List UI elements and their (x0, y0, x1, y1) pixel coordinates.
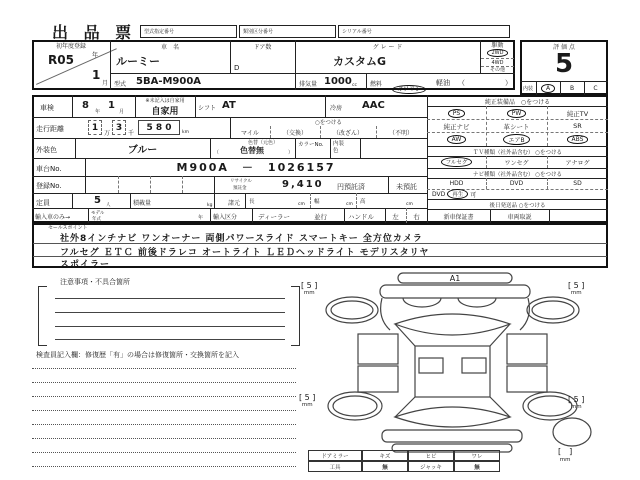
divider (88, 208, 89, 223)
equipment-abs-circled: ABS (567, 135, 589, 144)
tv-type-header: ＴＶ種類（社外品含む） ○をつける (472, 149, 563, 156)
dimension-height-label: 高 (360, 199, 366, 205)
notes-line (55, 326, 285, 327)
divider (549, 209, 550, 223)
mileage-digit-1: 1 (88, 120, 102, 135)
import-dealer-option: ディーラー (258, 213, 290, 221)
sales-points-line1: 社外8インチナビ ワンオーナー 両側パワースライド スマートキー 全方位カメラ (60, 234, 423, 244)
tread-spare-unit: mm (559, 457, 571, 463)
tread-rear-left-unit: mm (301, 402, 313, 408)
model-label: 型式 (114, 81, 127, 88)
classification-label: 類別区分番号 (243, 29, 274, 35)
first-reg-month: 1 (92, 68, 101, 82)
inspector-entry-line (32, 368, 296, 369)
model-year-label-line1: モデル (91, 211, 105, 216)
dvd-playable-prefix: DVD (432, 190, 446, 198)
equipment-ps (427, 107, 486, 119)
shaken-month: 1 (108, 100, 115, 111)
divider (33, 243, 607, 244)
dimensions-label: 諸元 (228, 200, 241, 207)
fuel-gasoline-circled: ガソリン (392, 85, 426, 94)
divider (295, 138, 296, 158)
divider (252, 208, 253, 223)
navi-type-sd: SD (573, 180, 582, 187)
inspector-entry-line (32, 466, 296, 467)
divider (210, 208, 211, 223)
mileage-option-exchange: （交換） (282, 129, 307, 137)
tv-type-fullseg-circled: フルセグ (441, 157, 473, 167)
interior-grade-label: 内装 (522, 85, 533, 92)
color-change-label: 色替（元色） (248, 140, 279, 146)
dvd-playable-row (432, 189, 602, 199)
tread-rear-left-value: [ 5 ] (299, 393, 316, 402)
mileage-option-tampered: （改ざん） (332, 129, 363, 137)
divider (72, 95, 73, 117)
displacement-unit: cc (352, 83, 357, 88)
drive-option-4wd: 4WD (491, 59, 504, 66)
car-wheel-front-right-inner (532, 301, 574, 319)
divider (130, 193, 131, 208)
divider (85, 176, 86, 193)
sales-points-label: セールスポイント (48, 225, 88, 231)
history-value: 自家用 (151, 106, 179, 117)
import-division-label: 輸入区分 (213, 214, 238, 221)
jack-value: 無 (454, 461, 500, 472)
car-front-code: A1 (449, 274, 461, 283)
first-reg-month-unit: 月 (102, 80, 109, 87)
tread-rear-right-value: [ 5 ] (568, 395, 585, 404)
equipment-aw (427, 133, 486, 146)
history-note: ※未記入は自家用 (145, 98, 185, 104)
tv-type-oneseg: ワンセグ (504, 159, 529, 167)
car-hood-arc-left (403, 298, 441, 307)
divider (325, 95, 326, 117)
divider (32, 208, 427, 209)
divider (32, 176, 427, 177)
tread-rear-right (568, 395, 584, 410)
recycle-deposit-value: 9,410 (282, 179, 324, 190)
shaken-year: 8 (82, 100, 89, 111)
car-name-label: 車 名 (160, 43, 179, 51)
mileage-label: 走行距離 (36, 125, 64, 133)
mileage-circle-note: ○をつける (315, 120, 342, 126)
divider (214, 176, 215, 193)
handle-label: ハンドル (348, 213, 374, 221)
drive-option-other: その他 (489, 67, 505, 73)
interior-color-label: 内装色 (333, 141, 345, 154)
drive-option-2wd (480, 48, 515, 57)
interior-grade-a-circled: A (541, 84, 555, 93)
tread-front-right (568, 281, 584, 296)
divider (366, 73, 367, 90)
divider (195, 95, 196, 117)
car-door-left-front (358, 334, 398, 364)
load-label: 積載量 (133, 200, 152, 207)
shaken-label: 車検 (40, 104, 54, 112)
car-rear-bumper (382, 430, 522, 442)
equipment-genuine-navi: 純正ナビ (443, 122, 470, 131)
car-pillar-lines (395, 324, 510, 417)
interior-grade-c: C (593, 84, 598, 92)
door-mirror-label: ドアミラー (308, 450, 362, 461)
interior-grade-a (536, 82, 560, 94)
tv-type-analog: アナログ (565, 159, 590, 167)
equipment-pw (486, 107, 547, 119)
later-shipment-header: 後日発送品 ○をつける (489, 202, 546, 209)
color-change-paren-close: ） (288, 150, 294, 156)
fuel-gasoline-option (392, 76, 426, 95)
model-value: 5BA-M900A (136, 76, 202, 87)
equipment-header: 純正装備品 ○をつける (484, 98, 551, 106)
car-name-value: ルーミー (116, 55, 160, 68)
interior-grade-b: B (569, 84, 575, 92)
drive-label: 駆動 (491, 42, 504, 49)
first-reg-label: 初年度登録 (55, 42, 86, 50)
car-door-left-rear (358, 366, 398, 392)
car-seat-left (419, 358, 443, 373)
notes-label: 注意事項・不具合箇所 (60, 278, 130, 286)
classification-box (239, 25, 336, 38)
divider (214, 193, 215, 208)
capacity-label: 定員 (36, 199, 50, 207)
car-top-view-diagram (300, 272, 600, 457)
inspector-entry-line (32, 438, 296, 439)
inspector-entry-line (32, 410, 296, 411)
divider (356, 193, 357, 208)
door-mirror-break: ワレ (454, 450, 500, 461)
grade-value: カスタムG (333, 55, 387, 68)
divider (72, 193, 73, 208)
shift-label: シフト (198, 105, 217, 112)
divider (245, 193, 246, 208)
shaken-year-unit: 年 (95, 109, 101, 115)
fuel-paren-close: ） (505, 79, 512, 87)
divider (310, 193, 311, 208)
import-parallel-option: 並行 (314, 213, 327, 221)
import-only-label: 輸入車のみ→ (35, 214, 71, 221)
divider (118, 176, 119, 193)
sales-points-line3: スポイラー (60, 260, 111, 270)
model-year-unit: 年 (198, 215, 204, 221)
mirror-tools-table (308, 450, 500, 472)
equipment-genuine-tv: 純正TV (566, 109, 589, 118)
car-roof-panel (415, 346, 490, 397)
tread-front-right-unit: mm (570, 290, 582, 296)
navi-type-hdd: HDD (449, 180, 464, 187)
color-change-value: 色替無 (240, 146, 264, 155)
shaken-month-unit: 月 (119, 109, 125, 115)
inspector-entry-line (32, 382, 296, 383)
first-reg-year-unit: 年 (92, 52, 99, 59)
inspector-entry-line (32, 396, 296, 397)
load-unit: kg (207, 203, 213, 208)
tread-rear-left (299, 393, 315, 408)
dimension-height-unit: cm (406, 202, 413, 207)
exterior-color-value: ブルー (127, 144, 158, 156)
divider (110, 73, 515, 74)
tread-front-left (301, 281, 317, 296)
model-year-label-line2: 年式 (92, 217, 101, 222)
score-label: 評 価 点 (553, 43, 575, 51)
navi-type-header: ナビ種類（社外品含む） ○をつける (472, 171, 563, 178)
mileage-unit-sen: 千 (128, 130, 135, 137)
fuel-label: 燃料 (370, 81, 383, 88)
divider (210, 138, 211, 158)
car-door-right-rear (507, 366, 547, 392)
tread-front-left-value: [ 5 ] (301, 281, 318, 290)
shipment-warranty-book: 新車保証書 (443, 213, 474, 221)
equipment-leather-seat: 革シート (503, 122, 530, 131)
door-mirror-crack: ヒビ (408, 450, 454, 461)
mileage-digits-345: 5 8 0 (138, 120, 180, 135)
divider (32, 193, 427, 194)
score-value: 5 (554, 49, 574, 79)
dimension-width-unit: cm (346, 202, 353, 207)
mileage-digit-2: 3 (112, 120, 126, 135)
inspector-entry-line (32, 424, 296, 425)
jack-label: ジャッキ (408, 461, 454, 472)
ac-value: AAC (362, 100, 385, 111)
sheet-title: 出 品 票 (52, 23, 137, 42)
tread-spare (558, 446, 572, 463)
car-wheel-rear-right-inner (528, 396, 572, 416)
tread-spare-value: [ ] (558, 447, 573, 456)
equipment-airbag (486, 133, 547, 146)
spare-tire (553, 418, 591, 446)
equipment-airbag-circled: エアB (503, 134, 529, 145)
divider (32, 138, 427, 139)
ac-label: 冷房 (330, 105, 343, 112)
tools-label: 工具 (308, 461, 362, 472)
fuel-diesel-option: 軽油 (436, 79, 450, 87)
recycle-not-deposited-option: 未預託 (396, 183, 417, 191)
model-designation-box (140, 25, 237, 38)
divider (360, 138, 361, 158)
door-mirror-scratch: キズ (362, 450, 408, 461)
notes-bracket-right (291, 286, 300, 346)
mileage-unit-man: 万 (104, 130, 111, 137)
handle-right-option: 右 (413, 212, 420, 221)
dimension-length-unit: cm (298, 202, 305, 207)
divider (344, 208, 345, 223)
tools-value: 無 (362, 461, 408, 472)
car-fender-front-left (381, 298, 390, 330)
registration-no-label: 登録No. (36, 182, 62, 190)
first-reg-year: R05 (48, 53, 74, 67)
car-front-bumper (380, 285, 530, 298)
handle-left-option: 左 (392, 212, 399, 221)
capacity-value: 5 (94, 195, 101, 206)
car-wheel-rear-left-inner (333, 396, 377, 416)
navi-type-dvd: DVD (509, 180, 524, 187)
tread-front-right-value: [ 5 ] (568, 281, 585, 290)
equipment-pw-circled: PW (507, 109, 527, 118)
car-windshield (395, 314, 510, 335)
shipment-vehicle-manual: 車両取説 (507, 213, 532, 221)
car-door-right-front (507, 334, 547, 364)
mileage-unit: km (182, 130, 189, 135)
displacement-label: 排気量 (299, 81, 318, 88)
car-wheel-front-left-inner (331, 301, 373, 319)
car-hood-arc-right (458, 298, 496, 307)
notes-line (55, 298, 285, 299)
recycle-deposited-option: 円預託済 (337, 183, 365, 191)
equipment-aw-circled: AW (447, 135, 467, 144)
inspector-entry-label: 検査員記入欄：修復歴「有」の場合は修復箇所・交換箇所を記入 (36, 351, 239, 359)
recycle-deposit-label-line2: 預託金 (233, 186, 247, 191)
equipment-ps-circled: PS (448, 109, 465, 118)
dvd-playable-circled: 再生 (447, 189, 468, 199)
notes-bracket-left (38, 286, 47, 346)
tread-front-left-unit: mm (303, 290, 315, 296)
color-change-paren-open: （ (214, 150, 220, 156)
fuel-paren-open: （ (458, 79, 465, 87)
car-seat-right (462, 358, 486, 373)
dimension-width-label: 幅 (314, 199, 320, 205)
capacity-unit: 人 (106, 203, 111, 208)
divider (150, 176, 151, 193)
serial-box (338, 25, 510, 38)
mileage-option-unknown: （不明） (388, 129, 413, 137)
color-no-label: カラーNo. (298, 142, 324, 148)
equipment-sunroof: SR (573, 122, 582, 130)
tv-type-fullseg (427, 156, 486, 168)
shift-value: AT (222, 100, 236, 111)
mileage-mile-option: マイル (241, 129, 259, 137)
car-rear-window (395, 407, 510, 427)
dvd-playable-suffix: 可 (470, 191, 477, 199)
grade-label: グ レ ー ド (372, 43, 403, 51)
divider (388, 176, 389, 193)
doors-unit: D (234, 64, 240, 72)
sales-points-line2: フルセグ ＥＴＣ 前後ドラレコ オートライト ＬＥＤヘッドライト モデリスタリヤ (60, 248, 430, 258)
serial-label: シリアル番号 (342, 29, 372, 35)
displacement-value: 1000 (324, 76, 352, 87)
notes-line (55, 312, 285, 313)
chassis-no-value: M900A － 1026157 (176, 161, 336, 174)
dimension-length-label: 長 (249, 199, 255, 205)
model-designation-label: 型式指定番号 (144, 29, 175, 35)
inspector-entry-line (32, 452, 296, 453)
equipment-abs (547, 133, 608, 146)
doors-label: ドア数 (253, 43, 272, 51)
recycle-deposit-label-line1: リサイクル (230, 179, 252, 184)
drive-2wd-circled: 2WD (487, 49, 509, 57)
exterior-color-label: 外装色 (36, 146, 57, 154)
divider (182, 176, 183, 193)
divider (330, 138, 331, 158)
chassis-no-label: 車台No. (36, 165, 62, 173)
tread-rear-right-unit: mm (570, 404, 582, 410)
notes-line (55, 339, 285, 340)
